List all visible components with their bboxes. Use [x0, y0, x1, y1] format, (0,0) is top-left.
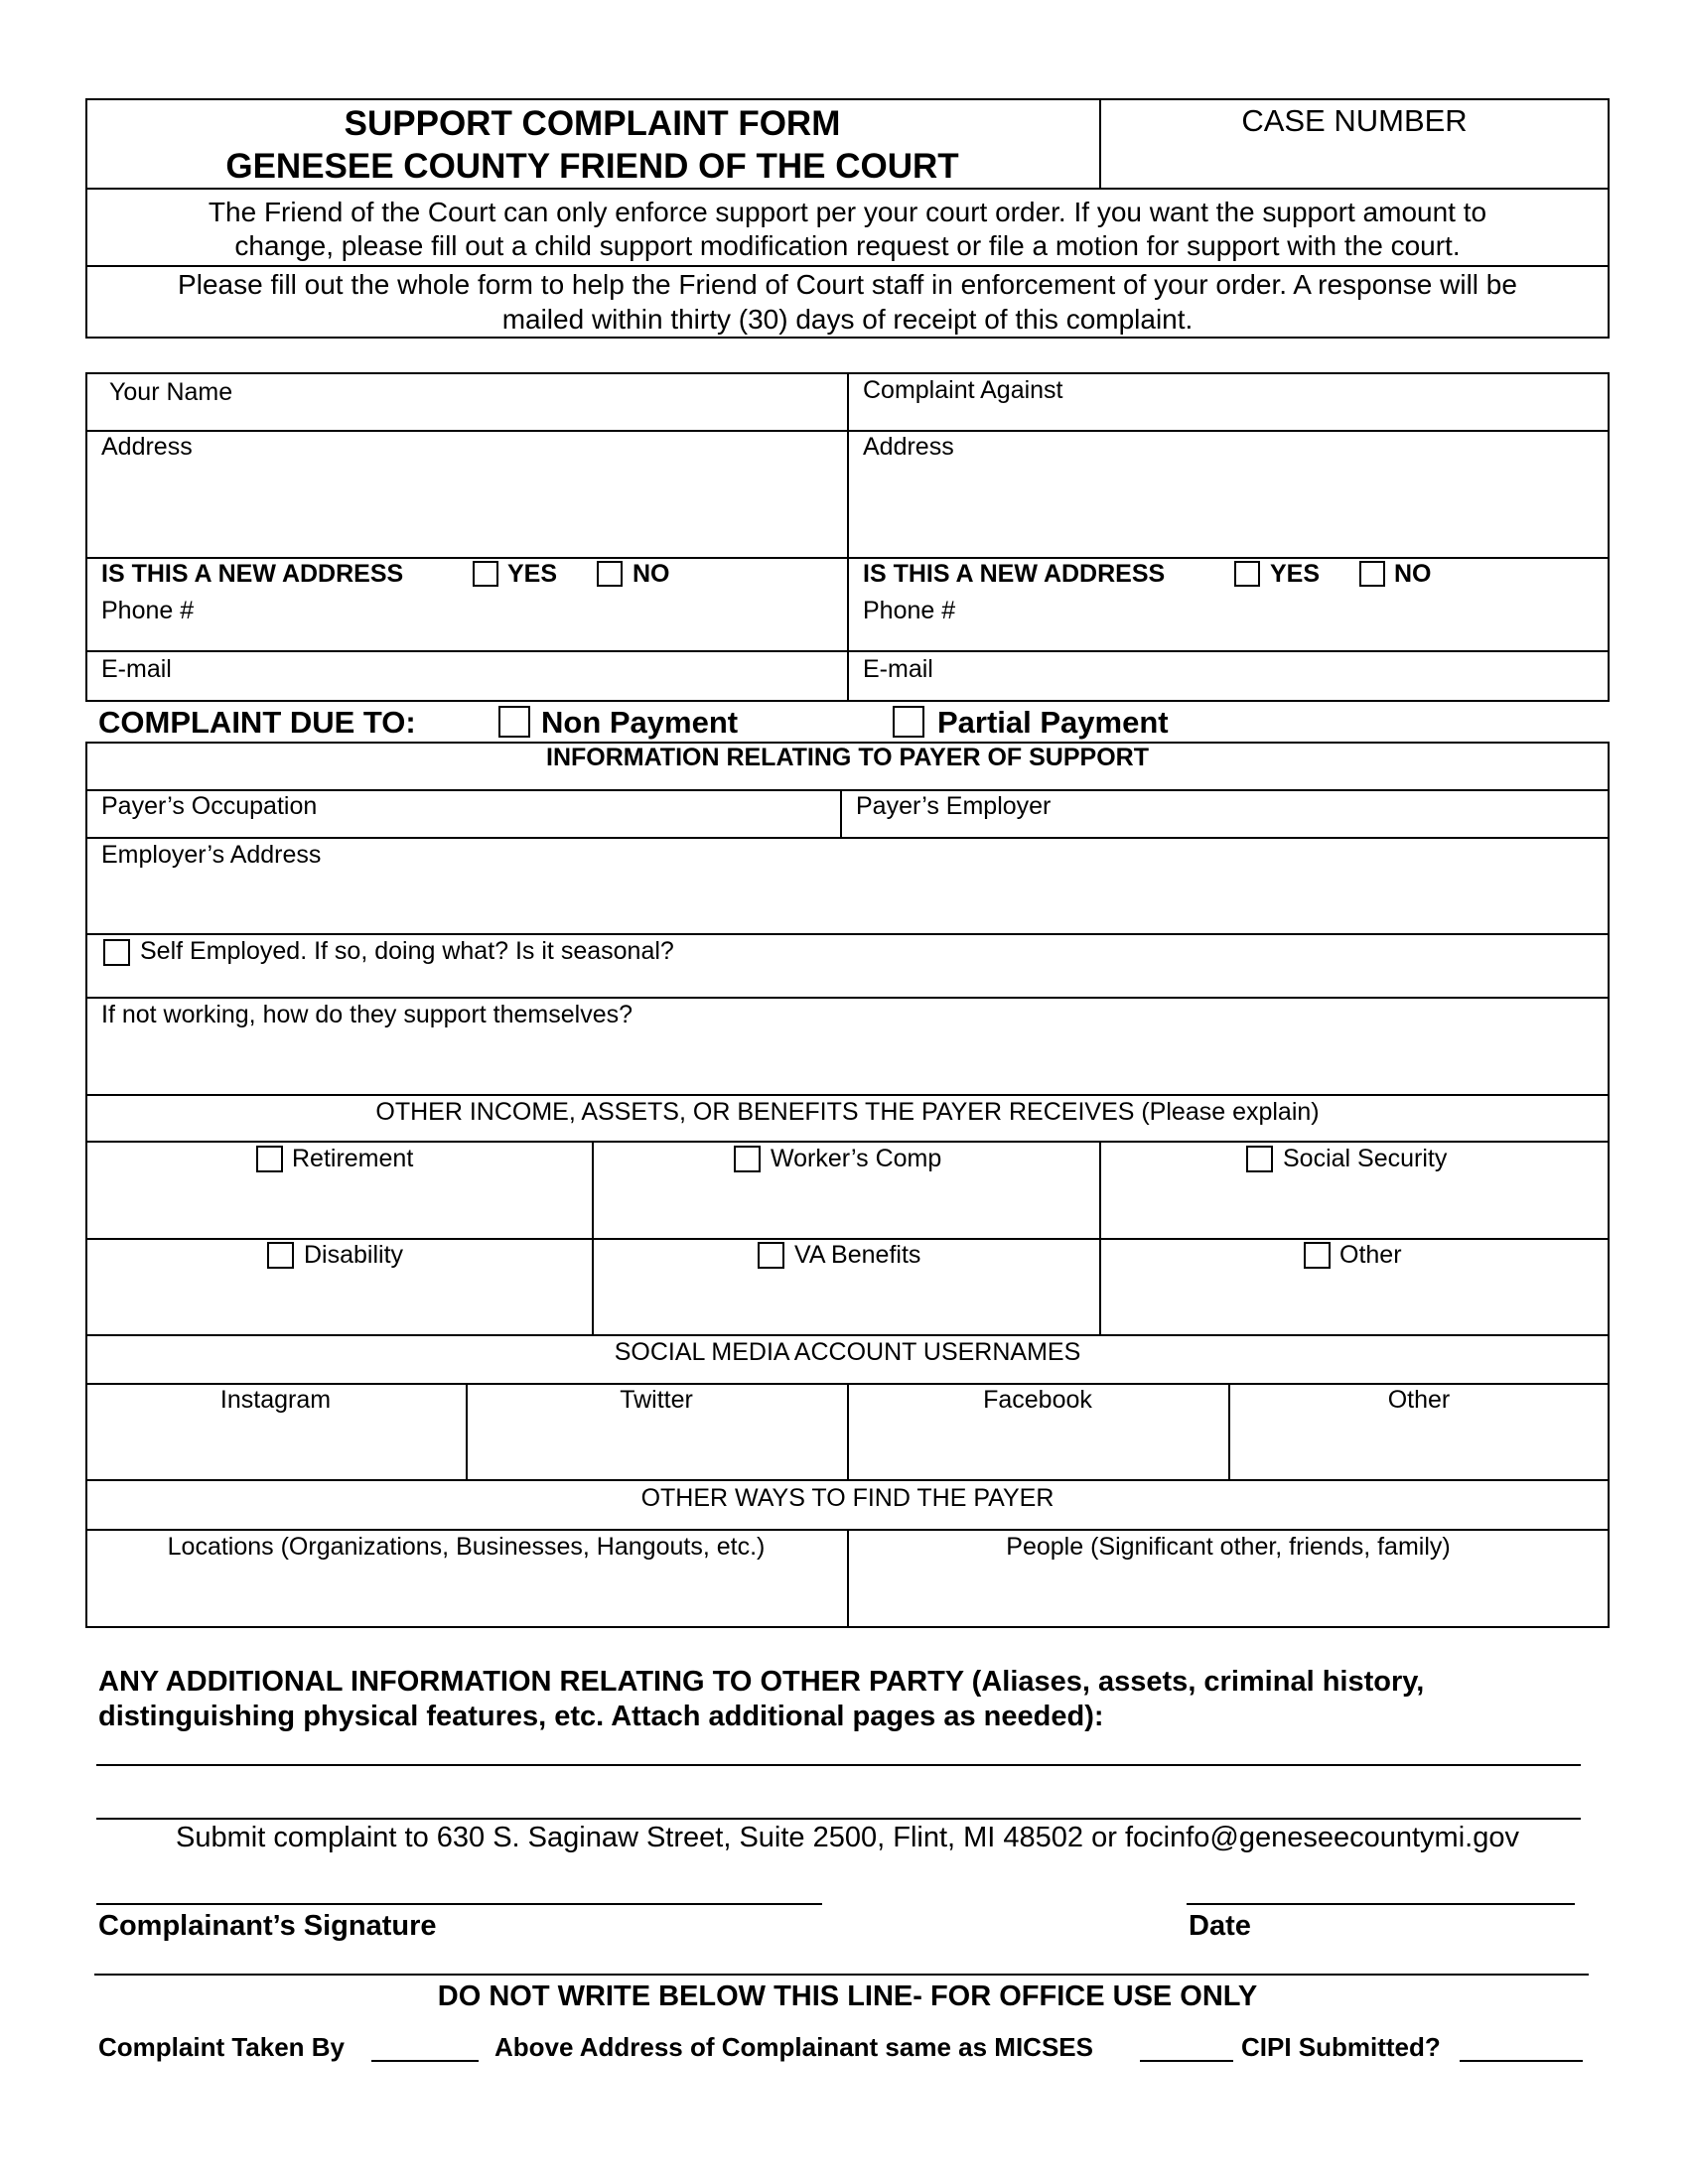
your-address-field[interactable] [89, 467, 839, 554]
against-new-address-yes-label: YES [1270, 560, 1321, 588]
twitter-label: Twitter [620, 1386, 693, 1414]
other-income-checkbox[interactable] [1304, 1242, 1331, 1269]
other-social-field[interactable] [1233, 1420, 1605, 1476]
your-email-label: E-mail [101, 655, 172, 683]
income-rule-bottom [85, 1334, 1610, 1336]
payer-employer-field[interactable] [1082, 792, 1605, 837]
non-payment-label: Non Payment [541, 705, 739, 740]
disability-field[interactable] [89, 1276, 588, 1331]
payer-rule-not-working [85, 1094, 1610, 1096]
partial-payment-label: Partial Payment [937, 705, 1169, 740]
your-new-address-label: IS THIS A NEW ADDRESS [101, 560, 404, 588]
social-media-rule-bottom [85, 1479, 1610, 1481]
income-rule-title [85, 1141, 1610, 1143]
instructions-line-1: Please fill out the whole form to help the Friend of Court staff in enforcement of your order. A response will be [178, 269, 1517, 300]
other-income-field[interactable] [1104, 1276, 1605, 1331]
signature-label: Complainant’s Signature [98, 1910, 437, 1942]
your-new-address-no-label: NO [633, 560, 670, 588]
complaint-against-label: Complaint Against [863, 376, 1063, 404]
against-address-label: Address [863, 433, 954, 461]
case-number-label: CASE NUMBER [1241, 103, 1468, 138]
payer-occupation-divider [840, 789, 842, 838]
facebook-field[interactable] [852, 1420, 1224, 1476]
additional-info-line-field-1[interactable] [96, 1764, 1581, 1766]
your-email-field[interactable] [199, 655, 839, 699]
retirement-checkbox[interactable] [256, 1146, 283, 1172]
income-section-title: OTHER INCOME, ASSETS, OR BENEFITS THE PAYER RECEIVES (Please explain) [375, 1098, 1320, 1126]
people-label: People (Significant other, friends, family) [1006, 1533, 1451, 1561]
people-field[interactable] [852, 1567, 1605, 1624]
instructions-line-2: mailed within thirty (30) days of receipt of this complaint. [501, 304, 1194, 335]
parties-divider [847, 372, 849, 702]
disability-label: Disability [304, 1241, 404, 1269]
against-new-address-yes-checkbox[interactable] [1234, 561, 1260, 587]
facebook-label: Facebook [983, 1386, 1092, 1414]
against-new-address-no-label: NO [1394, 560, 1432, 588]
your-name-field[interactable] [298, 375, 839, 427]
employer-address-field[interactable] [89, 874, 1605, 930]
retirement-field[interactable] [89, 1179, 588, 1234]
against-new-address-label: IS THIS A NEW ADDRESS [863, 560, 1166, 588]
date-label: Date [1189, 1910, 1251, 1942]
your-address-label: Address [101, 433, 193, 461]
same-address-label: Above Address of Complainant same as MICSES [494, 2032, 1093, 2062]
payer-occupation-field[interactable] [348, 792, 834, 837]
disability-checkbox[interactable] [267, 1242, 294, 1269]
date-line[interactable] [1187, 1903, 1575, 1905]
self-employed-checkbox[interactable] [103, 939, 130, 966]
against-address-field[interactable] [852, 467, 1605, 554]
complaint-due-label: COMPLAINT DUE TO: [98, 705, 416, 740]
your-new-address-yes-checkbox[interactable] [473, 561, 498, 587]
social-media-section-title: SOCIAL MEDIA ACCOUNT USERNAMES [614, 1338, 1081, 1366]
header-rule-1 [85, 188, 1610, 190]
instagram-label: Instagram [219, 1386, 332, 1414]
office-use-divider [94, 1974, 1589, 1976]
complaint-taken-by-label: Complaint Taken By [98, 2032, 346, 2062]
payer-rule-occupation [85, 837, 1610, 839]
find-payer-section-title: OTHER WAYS TO FIND THE PAYER [640, 1484, 1055, 1512]
not-working-field[interactable] [89, 1034, 1605, 1092]
other-income-label: Other [1339, 1241, 1402, 1269]
against-new-address-no-checkbox[interactable] [1359, 561, 1385, 587]
payer-rule-self-employed [85, 997, 1610, 999]
workers-comp-field[interactable] [597, 1179, 1095, 1234]
additional-info-line-2: distinguishing physical features, etc. Attach additional pages as needed): [98, 1701, 1104, 1732]
self-employed-label: Self Employed. If so, doing what? Is it seasonal? [140, 937, 674, 965]
workers-comp-checkbox[interactable] [734, 1146, 761, 1172]
payer-section-title: INFORMATION RELATING TO PAYER OF SUPPORT [546, 744, 1149, 771]
header-rule-2 [85, 265, 1610, 267]
cipi-submitted-line[interactable] [1460, 2060, 1583, 2062]
against-email-field[interactable] [963, 655, 1605, 699]
same-address-line[interactable] [1140, 2060, 1233, 2062]
employer-address-label: Employer’s Address [101, 841, 322, 869]
submit-instructions: Submit complaint to 630 S. Saginaw Street, Suite 2500, Flint, MI 48502 or focinfo@geneseecountymi.gov [176, 1822, 1519, 1853]
form-subtitle: GENESEE COUNTY FRIEND OF THE COURT [225, 147, 959, 186]
payer-employer-label: Payer’s Employer [856, 792, 1052, 820]
social-security-checkbox[interactable] [1246, 1146, 1273, 1172]
notice-line-2: change, please fill out a child support modification request or file a motion for support with the court. [234, 230, 1461, 261]
other-social-label: Other [1387, 1386, 1451, 1414]
locations-field[interactable] [89, 1567, 843, 1624]
income-rule-row [85, 1238, 1610, 1240]
non-payment-checkbox[interactable] [498, 706, 530, 738]
against-phone-label: Phone # [863, 597, 956, 624]
cipi-submitted-label: CIPI Submitted? [1241, 2032, 1441, 2062]
complaint-taken-by-line[interactable] [371, 2060, 479, 2062]
your-name-label: Your Name [109, 378, 233, 406]
case-number-field[interactable] [1102, 144, 1607, 186]
not-working-label: If not working, how do they support themselves? [101, 1001, 633, 1028]
form-title: SUPPORT COMPLAINT FORM [344, 104, 841, 143]
payer-occupation-label: Payer’s Occupation [101, 792, 318, 820]
social-security-label: Social Security [1283, 1145, 1448, 1172]
partial-payment-checkbox[interactable] [893, 706, 924, 738]
complaint-against-field[interactable] [1102, 375, 1605, 427]
office-use-title: DO NOT WRITE BELOW THIS LINE- FOR OFFICE USE ONLY [437, 1980, 1258, 2012]
parties-rule-phone [85, 650, 1610, 652]
additional-info-line-1: ANY ADDITIONAL INFORMATION RELATING TO OTHER PARTY (Aliases, assets, criminal history, [98, 1666, 1425, 1698]
twitter-field[interactable] [471, 1420, 843, 1476]
your-phone-label: Phone # [101, 597, 195, 624]
parties-rule-name [85, 430, 1610, 432]
retirement-label: Retirement [292, 1145, 414, 1172]
your-new-address-yes-label: YES [507, 560, 558, 588]
social-security-field[interactable] [1104, 1179, 1605, 1234]
self-employed-field[interactable] [755, 937, 1605, 993]
your-phone-field[interactable] [218, 594, 839, 647]
payer-rule-employer-address [85, 933, 1610, 935]
va-benefits-label: VA Benefits [794, 1241, 921, 1269]
instagram-field[interactable] [89, 1420, 462, 1476]
against-email-label: E-mail [863, 655, 933, 683]
payer-rule-title [85, 789, 1610, 791]
your-new-address-no-checkbox[interactable] [597, 561, 623, 587]
additional-info-line-field-2[interactable] [96, 1818, 1581, 1820]
workers-comp-label: Worker’s Comp [771, 1145, 942, 1172]
against-phone-field[interactable] [983, 594, 1605, 647]
va-benefits-field[interactable] [597, 1276, 1095, 1331]
signature-line[interactable] [96, 1903, 822, 1905]
locations-label: Locations (Organizations, Businesses, Hangouts, etc.) [167, 1533, 766, 1561]
parties-rule-address [85, 557, 1610, 559]
va-benefits-checkbox[interactable] [758, 1242, 784, 1269]
notice-line-1: The Friend of the Court can only enforce support per your court order. If you want the support amount to [208, 197, 1487, 227]
